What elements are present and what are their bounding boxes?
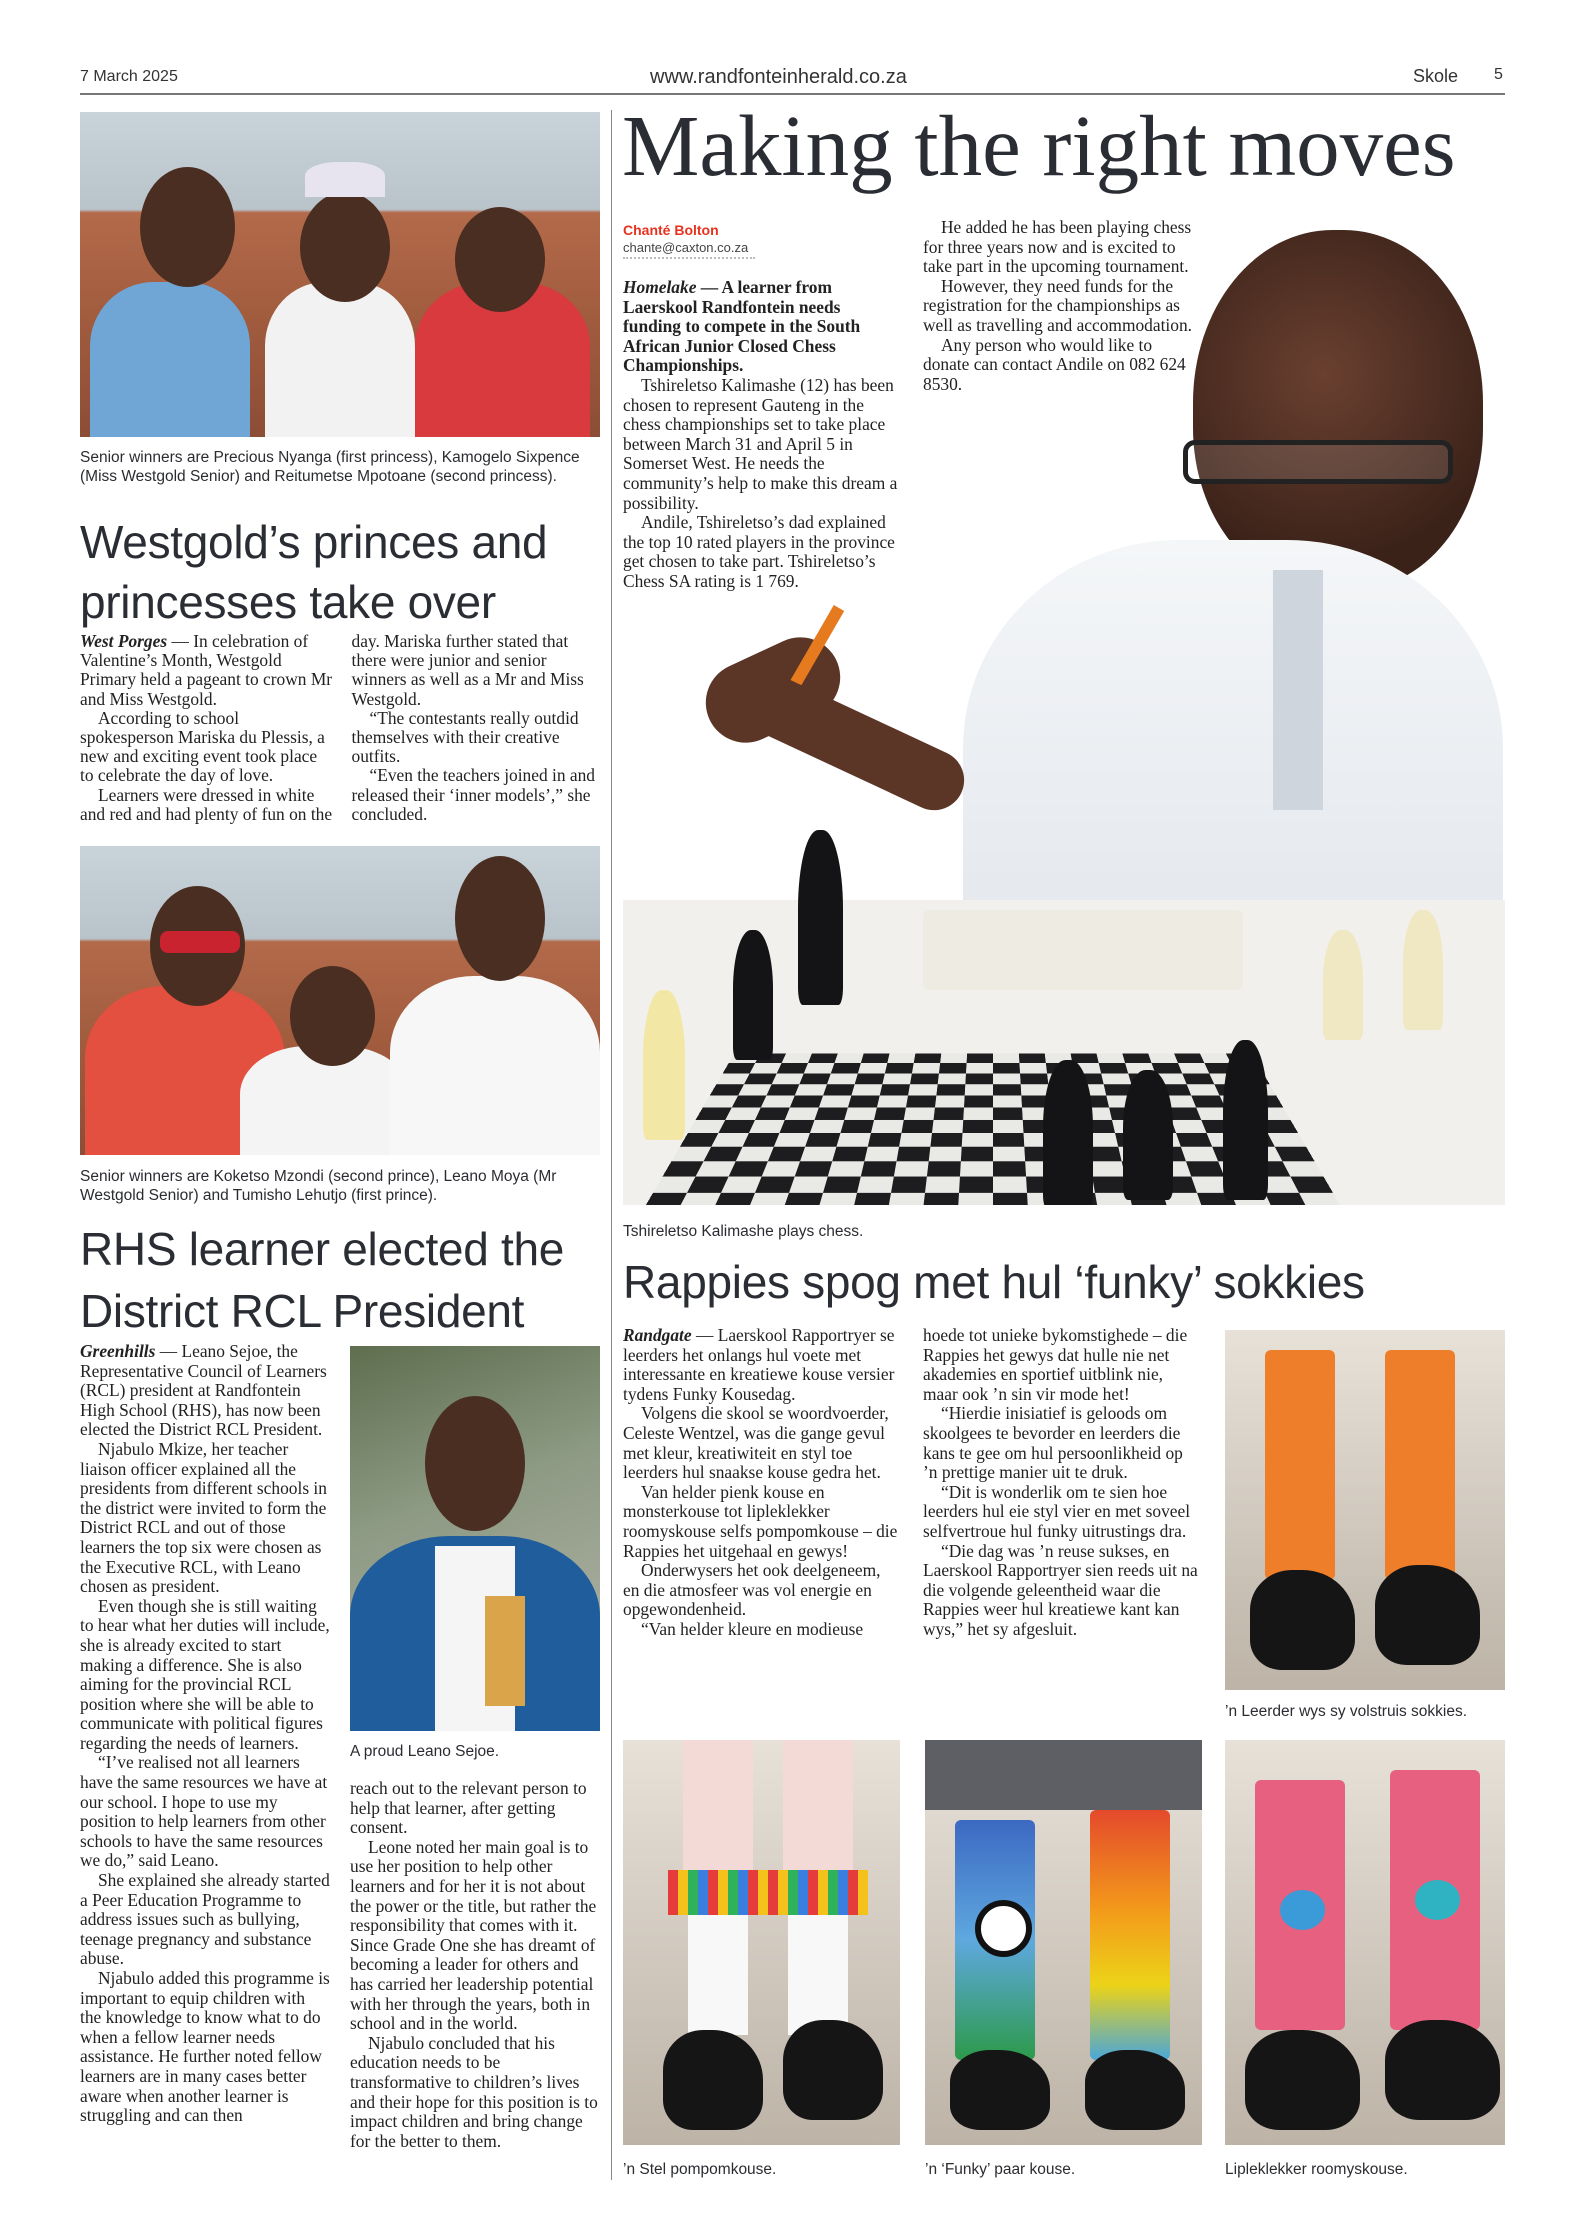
paragraph: Learners were dressed in white and red and had plenty of fun on the day. Mariska further stated that there were junior and senior winners as well as a Mr and Miss Westgold.: [80, 631, 584, 824]
lead-paragraph: — A learner from Laerskool Randfontein needs funding to compete in the South African Junior Closed Chess Championships.: [623, 277, 861, 376]
paragraph: Any person who would like to donate can contact Andile on 082 624 8530.: [923, 334, 1186, 394]
headline-chess: Making the right moves: [622, 97, 1456, 194]
paragraph: “Dit is wonderlik om te sien hoe leerders hul eie styl vier en met soveel selfvertroue hul funky uitrustings dra.: [923, 1481, 1191, 1541]
dateline: Homelake: [623, 277, 697, 297]
paragraph: — Leano Sejoe, the Representative Council of Learners (RCL) president at Randfontein High School (RHS), has now been elected the District RCL President.: [80, 1341, 327, 1440]
photo-icecream-socks: [1225, 1740, 1505, 2145]
photo-caption-princesses: Senior winners are Precious Nyanga (first princess), Kamogelo Sixpence (Miss Westgold Senior) and Reitumetse Mpotoane (second princess).: [80, 449, 580, 485]
byline-rule: [623, 257, 755, 259]
photo-princes: [80, 846, 600, 1155]
photo-caption-princes: Senior winners are Koketso Mzondi (second prince), Leano Moya (Mr Westgold Senior) and Tumisho Lehutjo (first prince).: [80, 1168, 557, 1204]
paragraph: “I’ve realised not all learners have the same resources we have at our school. I hope to use my position to help learners from other schools to have the same resources we do,” said Leano.: [80, 1752, 328, 1871]
paragraph: hoede tot unieke bykomstighede – die Rappies het gewys dat hulle nie net akademies en sportief uitblink nie, maar ook ’n sin vir mode het!: [923, 1325, 1188, 1404]
paragraph: According to school spokesperson Mariska du Plessis, a new and exciting event took place to celebrate the day of love.: [80, 707, 325, 786]
header-rule: [80, 93, 1505, 95]
dateline: Randgate: [623, 1325, 692, 1345]
photo-caption-pompom: ’n Stel pompomkouse.: [623, 2161, 777, 2178]
rappies-column-1: [623, 1326, 901, 1640]
column-divider: [611, 110, 612, 2180]
photo-ostrich-socks: [1225, 1330, 1505, 1690]
paragraph: He added he has been playing chess for three years now and is excited to take part in the upcoming tournament.: [923, 217, 1192, 277]
issue-date: 7 March 2025: [80, 68, 178, 85]
photo-funky-socks: [925, 1740, 1202, 2145]
paragraph: However, they need funds for the registration for the championships as well as travelling and accommodation.: [923, 275, 1192, 335]
rcl-column-1: [80, 1342, 330, 2126]
chess-column-1: [623, 278, 901, 592]
rappies-column-2: [923, 1326, 1201, 1640]
photo-pompom-socks: [623, 1740, 900, 2145]
author-email[interactable]: chante@caxton.co.za: [623, 240, 749, 255]
dateline: Greenhills: [80, 1341, 156, 1361]
paragraph: Tshireletso Kalimashe (12) has been chosen to represent Gauteng in the chess championships set to take place between March 31 and April 5 in Somerset West. He needs the community’s help to make this dream a possibility.: [623, 374, 898, 513]
photo-caption-chess: Tshireletso Kalimashe plays chess.: [623, 1223, 864, 1240]
paragraph: — Laerskool Rapportryer se leerders het onlangs hul voete met interessante en kreatiewe kouse versier tydens Funky Kousedag.: [623, 1325, 895, 1404]
paragraph: “The contestants really outdid themselves with their creative outfits.: [351, 707, 579, 767]
website-url[interactable]: www.randfonteinherald.co.za: [650, 66, 907, 88]
paragraph: Andile, Tshireletso’s dad explained the top 10 rated players in the province get chosen to take part. Tshireletso’s Chess SA rating is 1 769.: [623, 512, 895, 591]
paragraph: Even though she is still waiting to hear what her duties will include, she is already excited to start making a difference. She is also aiming for the provincial RCL position where she will be able to communicate with political figures regarding the needs of learners.: [80, 1595, 330, 1753]
page-number: 5: [1494, 66, 1503, 83]
photo-caption-icecream: Lipleklekker roomyskouse.: [1225, 2161, 1408, 2178]
westgold-body: [80, 632, 605, 824]
photo-caption-ostrich: ’n Leerder wys sy volstruis sokkies.: [1225, 1703, 1468, 1720]
chess-column-2: [923, 218, 1201, 394]
author-name: Chanté Bolton: [623, 222, 719, 238]
photo-caption-leano: A proud Leano Sejoe.: [350, 1743, 500, 1760]
photo-caption-funky: ’n ‘Funky’ paar kouse.: [925, 2161, 1076, 2178]
paragraph: “Van helder kleure en modieuse: [641, 1618, 864, 1639]
headline-rappies: Rappies spog met hul ‘funky’ sokkies: [623, 1256, 1365, 1308]
paragraph: — In celebration of Valentine’s Month, Westgold Primary held a pageant to crown Mr and Miss Westgold.: [80, 631, 333, 709]
rcl-column-2: [350, 1779, 602, 2151]
paragraph: Volgens die skool se woordvoerder, Celeste Wentzel, was die gange gevul met kleur, kreatiwiteit en styl toe leerders hul snaakse kouse gedra het.: [623, 1403, 889, 1483]
dateline: West Porges: [80, 631, 168, 651]
paragraph: “Even the teachers joined in and released their ‘inner models’,” she concluded.: [351, 765, 596, 824]
paragraph: “Hierdie inisiatief is geloods om skoolgees te bevorder en leerders die kans te gee om hul persoonlikheid op ’n prettige manier uit te druk.: [923, 1403, 1183, 1483]
paragraph: She explained she already started a Peer Education Programme to address issues such as bullying, teenage pregnancy and substance abuse.: [80, 1870, 330, 1969]
paragraph: Njabulo concluded that his education needs to be transformative to children’s lives and their hope for this position is to impact children and bring change for the better to them.: [350, 2032, 598, 2151]
paragraph: Leone noted her main goal is to use her position to help other learners and for her it is not about the power or the title, but rather the responsibility that comes with it. Since Grade One she has dreamt of becoming a leader for others and has carried her leadership potential with her through the years, both in school and in the world.: [350, 1836, 597, 2034]
photo-leano-sejoe: [350, 1346, 600, 1731]
paragraph: “Die dag was ’n reuse sukses, en Laerskool Rapportryer sien reeds uit na die volgende geleentheid waar die Rappies weer hul kreatiewe kant kan wys,” het sy afgesluit.: [923, 1540, 1198, 1639]
paragraph: Njabulo Mkize, her teacher liaison officer explained all the presidents from different schools in the district were invited to form the District RCL and out of those learners the top six were chosen as the Executive RCL, with Leano chosen as president.: [80, 1438, 327, 1597]
paragraph: Njabulo added this programme is important to equip children with the knowledge to know what to do when a fellow learner needs assistance. He further noted fellow learners are in many cases better aware when another learner is struggling and can then: [80, 1968, 330, 2126]
paragraph: reach out to the relevant person to help that learner, after getting consent.: [350, 1778, 587, 1838]
paragraph: Van helder pienk kouse en monsterkouse tot lipleklekker roomyskouse selfs pompomkouse – die Rappies het uitgehaal en gewys!: [623, 1481, 898, 1561]
headline-rcl: RHS learner elected the District RCL President: [80, 1223, 565, 1337]
headline-westgold: Westgold’s princes and princesses take over: [80, 516, 548, 628]
photo-princesses: [80, 112, 600, 437]
paragraph: Onderwysers het ook deelgeneem, en die atmosfeer was vol energie en opgewondenheid.: [623, 1560, 881, 1620]
section-name: Skole: [1413, 66, 1459, 86]
